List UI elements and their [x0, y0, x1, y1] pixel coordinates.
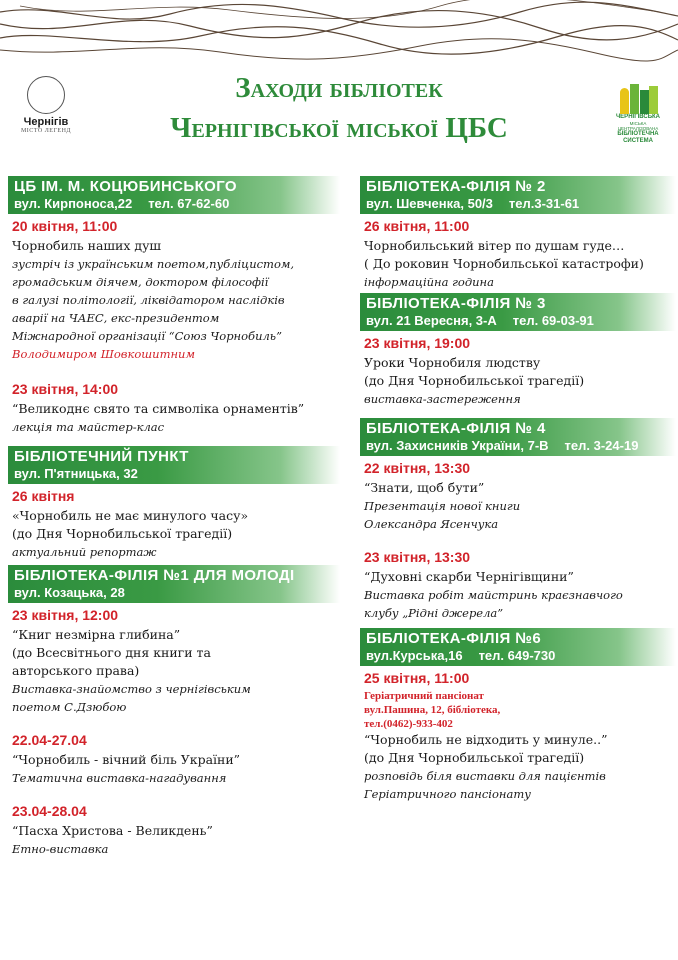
library-phone: тел.3-31-61: [508, 196, 580, 211]
library-name: БІБЛІОТЕКА-ФІЛІЯ № 4: [366, 420, 546, 437]
event-title: “Великоднє свято та символіка орнаментів”: [12, 401, 305, 416]
event-title: «Чорнобиль не має минулого часу»: [12, 508, 249, 523]
event-guest: Володимиром Шовкошитним: [12, 347, 195, 361]
right-column: [360, 176, 676, 803]
event-type: лекція та майстер-клас: [12, 420, 165, 434]
event-venue-address: вул.Пашина, 12, бібліотека,: [364, 704, 501, 716]
event-type: Виставка-знайомство з чернігівським: [12, 682, 251, 696]
event-description: Міжнародної організації “Союз Чорнобиль”: [12, 329, 282, 343]
library-address: вул.Курська,16: [366, 648, 463, 663]
event-type: клубу „Рідні джерела”: [364, 606, 504, 620]
event-date: 26 квітня: [12, 488, 75, 504]
left-column: [8, 176, 340, 858]
event-date: 23 квітня, 12:00: [12, 607, 119, 623]
event-title: “Книг незмірна глибина”: [12, 627, 181, 642]
library-address: вул. П'ятницька, 32: [14, 466, 138, 481]
library-banner: [360, 293, 676, 331]
library-name: БІБЛІОТЕКА-ФІЛІЯ №6: [366, 630, 542, 647]
library-address: вул. Шевченка, 50/3: [366, 196, 493, 211]
library-banner: [360, 418, 676, 456]
event-type: Презентація нової книги: [364, 499, 521, 513]
event-type: виставка-застереження: [364, 392, 521, 406]
logo-text-2: МІСЬКА ЦЕНТРАЛІЗОВАНА: [617, 121, 659, 131]
page-title-line-2: Чернігівської міської ЦБС: [170, 112, 508, 144]
event-date: 20 квітня, 11:00: [12, 218, 118, 234]
library-phone: тел. 649-730: [478, 648, 556, 663]
library-phone: тел. 67-62-60: [148, 196, 230, 211]
library-phone: тел. 3-24-19: [564, 438, 639, 453]
event-date: 23 квітня, 19:00: [364, 335, 471, 351]
event-type: актуальний репортаж: [12, 545, 157, 559]
library-banner: [8, 565, 340, 603]
library-banner: [360, 176, 676, 214]
library-name: БІБЛІОТЕЧНИЙ ПУНКТ: [14, 448, 189, 465]
event-date: 23 квітня, 14:00: [12, 381, 119, 397]
library-banner: [360, 628, 676, 666]
event-date: 23.04-28.04: [12, 803, 87, 819]
library-name: ЦБ ІМ. М. КОЦЮБИНСЬКОГО: [14, 178, 237, 195]
library-address: вул. Козацька, 28: [14, 585, 125, 600]
logo-city-tagline: МІСТО ЛЕГЕНД: [20, 128, 72, 134]
event-title: Чорнобильський вітер по душам гуде…: [364, 238, 625, 253]
event-description: зустріч із українським поетом,публіцистом,: [12, 257, 295, 271]
event-occasion: авторського права): [12, 663, 140, 678]
event-type: Олександра Ясенчука: [364, 517, 499, 531]
logo-text-3: БІБЛІОТЕЧНА: [617, 131, 659, 137]
event-date: 26 квітня, 11:00: [364, 218, 470, 234]
event-occasion: (до Дня Чорнобильської трагедії): [364, 373, 585, 388]
event-date: 25 квітня, 11:00: [364, 670, 470, 686]
library-name: БІБЛІОТЕКА-ФІЛІЯ №1 ДЛЯ МОЛОДІ: [14, 567, 295, 584]
event-description: громадським діячем, доктором філософії: [12, 275, 269, 289]
event-venue-phone: тел.(0462)-933-402: [364, 718, 453, 730]
library-name: БІБЛІОТЕКА-ФІЛІЯ № 3: [366, 295, 546, 312]
event-type: поетом С.Дзюбою: [12, 700, 127, 714]
event-title: Уроки Чорнобиля людству: [364, 355, 541, 370]
event-type: інформаційна година: [364, 275, 494, 289]
event-type: Тематична виставка-нагадування: [12, 771, 227, 785]
event-occasion: ( До роковин Чорнобильської катастрофи): [364, 256, 644, 271]
event-date: 23 квітня, 13:30: [364, 549, 471, 565]
event-occasion: (до Дня Чорнобильської трагедії): [364, 750, 585, 765]
event-title: Чорнобиль наших душ: [12, 238, 162, 253]
event-type: Геріатричного пансіонату: [364, 787, 531, 801]
event-occasion: (до Дня Чорнобильської трагедії): [12, 526, 233, 541]
event-description: в галузі політології, ліквідатором наслідків: [12, 293, 285, 307]
library-address: вул. Захисників України, 7-В: [366, 438, 549, 453]
decorative-lines: [0, 0, 678, 62]
library-banner: [8, 446, 340, 484]
event-type: Етно-виставка: [12, 842, 109, 856]
page-title-line-1: Заходи бібліотек: [235, 72, 443, 104]
logo-text-4: СИСТЕМА: [623, 138, 653, 144]
event-title: “Чорнобиль - вічний біль України”: [12, 752, 241, 767]
event-title: “Пасха Христова - Великдень”: [12, 823, 213, 838]
event-date: 22.04-27.04: [12, 732, 87, 748]
library-banner: [8, 176, 340, 214]
event-title: “Духовні скарби Чернігівщини”: [364, 569, 574, 584]
event-description: аварії на ЧАЕС, екс-президентом: [12, 311, 220, 325]
event-type: розповідь біля виставки для пацієнтів: [364, 769, 606, 783]
logo-text-1: ЧЕРНІГІВСЬКА: [615, 114, 661, 120]
event-date: 22 квітня, 13:30: [364, 460, 471, 476]
event-occasion: (до Всесвітнього дня книги та: [12, 645, 211, 660]
library-phone: тел. 69-03-91: [512, 313, 594, 328]
logo-city-name: Чернігів: [23, 116, 69, 128]
library-name: БІБЛІОТЕКА-ФІЛІЯ № 2: [366, 178, 546, 195]
event-venue: Геріатричний пансіонат: [364, 690, 484, 702]
event-type: Виставка робіт майстринь краєзнавчого: [364, 588, 623, 602]
event-title: “Знати, щоб бути”: [364, 480, 485, 495]
event-title: “Чорнобиль не відходить у минуле..”: [364, 732, 608, 747]
library-address: вул. 21 Вересня, 3-А: [366, 313, 497, 328]
library-address: вул. Кирпоноса,22: [14, 196, 133, 211]
